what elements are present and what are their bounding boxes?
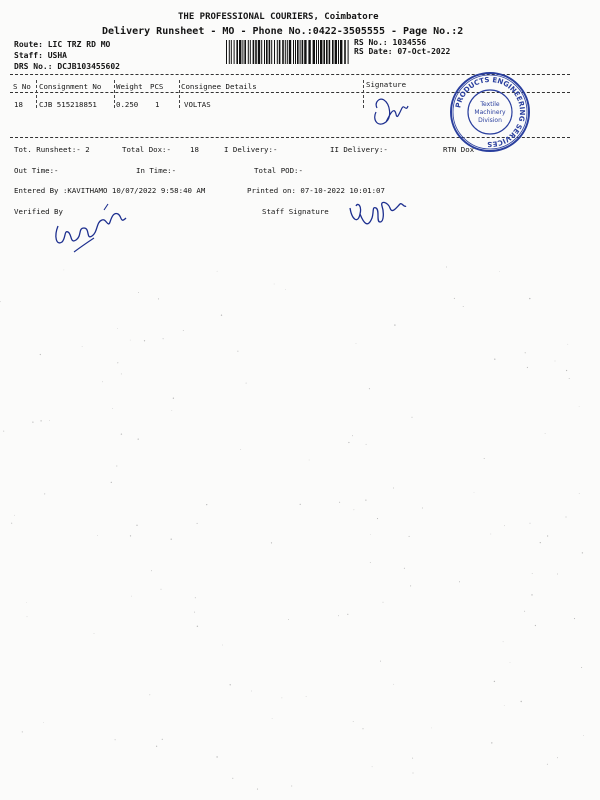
scan-speck: [504, 525, 505, 526]
scan-speck: [394, 324, 395, 325]
scan-speck: [484, 458, 485, 459]
barcode-bar: [266, 40, 268, 64]
scan-speck: [338, 615, 339, 616]
col-header-pcs: PCS: [150, 82, 164, 91]
rs-number: RS No.: 1034556: [354, 38, 427, 47]
scan-speck: [32, 422, 33, 423]
staff-signature-label: Staff Signature: [262, 207, 329, 216]
row-consignee: VOLTAS: [184, 100, 211, 109]
scan-speck: [503, 641, 504, 642]
scan-speck: [410, 585, 411, 586]
scan-speck: [567, 344, 568, 345]
company-title: THE PROFESSIONAL COURIERS, Coimbatore: [178, 12, 379, 22]
scan-speck: [111, 482, 112, 483]
scan-speck: [3, 431, 4, 432]
stamp-inner-line2: Machinery: [474, 109, 506, 116]
scan-speck: [527, 367, 528, 368]
scan-speck: [557, 574, 558, 575]
barcode-bar: [236, 40, 238, 64]
row-consignment: CJB 515218851: [39, 100, 97, 109]
company-stamp: [448, 70, 532, 154]
total-dox-label: Total Dox:-: [122, 145, 171, 154]
stamp-inner-line1: Textile: [480, 101, 500, 108]
col-header-consignee: Consignee Details: [181, 82, 257, 91]
scan-speck: [131, 596, 132, 597]
barcode-bar: [277, 40, 278, 64]
barcode-bar: [255, 40, 257, 64]
scan-speck: [454, 298, 455, 299]
scan-speck: [240, 449, 241, 450]
scan-speck: [383, 602, 384, 603]
barcode-bar: [258, 40, 260, 64]
barcode-bar: [274, 40, 275, 64]
scan-speck: [195, 597, 196, 598]
scan-speck: [583, 735, 584, 736]
scan-speck: [524, 611, 525, 612]
scan-speck: [380, 661, 381, 662]
scan-speck: [171, 410, 172, 411]
scan-speck: [540, 542, 541, 543]
scan-speck: [130, 535, 131, 536]
scan-speck: [532, 573, 533, 574]
scan-speck: [474, 492, 475, 493]
col-header-sno: S No: [13, 82, 31, 91]
scan-speck: [581, 667, 582, 668]
barcode-bar: [279, 40, 281, 64]
scan-speck: [82, 346, 83, 347]
scan-speck: [271, 542, 272, 543]
scan-speck: [64, 270, 65, 271]
scan-speck: [565, 516, 566, 517]
scan-speck: [566, 370, 567, 371]
scan-speck: [138, 292, 139, 293]
barcode-bar: [261, 40, 262, 64]
scan-speck: [194, 612, 195, 613]
scan-speck: [274, 284, 275, 285]
scan-speck: [112, 408, 113, 409]
barcode-bar: [282, 40, 284, 64]
scan-speck: [40, 354, 41, 355]
scan-speck: [555, 361, 556, 362]
staff-signature: [344, 194, 414, 234]
scan-speck: [547, 764, 548, 765]
scan-speck: [156, 746, 157, 747]
second-delivery: II Delivery:-: [330, 145, 388, 154]
scan-speck: [348, 442, 349, 443]
scan-speck: [251, 691, 252, 692]
barcode-bar: [323, 40, 325, 64]
barcode-bar: [308, 40, 310, 64]
barcode-bar: [295, 40, 296, 64]
barcode-bar: [338, 40, 339, 64]
barcode-bar: [344, 40, 346, 64]
route-label: Route: LIC TRZ RD MO: [14, 40, 111, 49]
row-sno: 18: [14, 100, 23, 109]
out-time: Out Time:-: [14, 166, 59, 175]
scan-speck: [206, 504, 207, 505]
scan-speck: [232, 778, 233, 779]
scan-speck: [356, 343, 357, 344]
barcode-bar: [285, 40, 286, 64]
scan-speck: [282, 698, 283, 699]
scan-speck: [531, 594, 532, 595]
scan-speck: [413, 773, 414, 774]
scan-speck: [347, 614, 348, 615]
barcode-bar: [332, 40, 334, 64]
barcode-bar: [326, 40, 328, 64]
scan-speck: [369, 388, 370, 389]
barcode-bar: [304, 40, 306, 64]
scan-speck: [490, 534, 491, 535]
printed-on: Printed on: 07-10-2022 10:01:07: [247, 186, 385, 195]
barcode-bar: [329, 40, 331, 64]
scan-speck: [365, 500, 366, 501]
scan-speck: [216, 756, 217, 757]
barcode-bar: [244, 40, 246, 64]
barcode-bar: [226, 40, 227, 64]
scan-speck: [183, 330, 184, 331]
scan-speck: [353, 721, 354, 722]
scan-speck: [158, 298, 159, 299]
scan-speck: [574, 618, 575, 619]
scan-speck: [217, 271, 218, 272]
barcode-bar: [340, 40, 342, 64]
barcode-bar: [239, 40, 241, 64]
row-pcs: 1: [155, 100, 160, 109]
scan-speck: [463, 306, 464, 307]
barcode-bar: [335, 40, 337, 64]
scan-speck: [300, 504, 301, 505]
scan-speck: [149, 694, 150, 695]
scan-speck: [545, 433, 546, 434]
scan-speck: [547, 535, 548, 536]
scan-speck: [291, 785, 292, 786]
scan-speck: [138, 438, 139, 439]
scan-speck: [393, 488, 394, 489]
barcode-bar: [231, 40, 232, 64]
scan-speck: [246, 383, 247, 384]
scan-speck: [0, 301, 1, 302]
scan-speck: [222, 645, 223, 646]
barcode-bar: [293, 40, 294, 64]
drs-number: DRS No.: DCJB103455602: [14, 62, 120, 71]
total-dox-value: 18: [190, 145, 199, 154]
barcode-bar: [269, 40, 271, 64]
scan-speck: [366, 444, 367, 445]
scan-speck: [230, 684, 231, 685]
scan-speck: [94, 633, 95, 634]
total-pod: Total POD:-: [254, 166, 303, 175]
rs-date: RS Date: 07-Oct-2022: [354, 47, 451, 56]
scan-speck: [27, 616, 28, 617]
scan-speck: [136, 525, 137, 526]
scan-speck: [494, 359, 495, 360]
barcode-bar: [302, 40, 304, 64]
barcode-bar: [348, 40, 349, 64]
col-divider: [114, 80, 115, 108]
scan-speck: [173, 398, 174, 399]
barcode-bar: [300, 40, 301, 64]
scan-speck: [237, 351, 238, 352]
barcode-bar: [297, 40, 299, 64]
scan-speck: [171, 539, 172, 540]
scan-speck: [377, 518, 378, 519]
scan-speck: [569, 378, 570, 379]
col-header-signature: Signature: [366, 80, 407, 89]
scan-speck: [144, 340, 145, 341]
scan-speck: [117, 362, 118, 363]
scan-speck: [409, 536, 410, 537]
scan-speck: [121, 433, 122, 434]
verifier-signature: [48, 198, 138, 258]
scan-speck: [494, 681, 495, 682]
scan-speck: [491, 742, 492, 743]
scan-speck: [44, 493, 45, 494]
verified-by-label: Verified By: [14, 207, 63, 216]
scan-speck: [11, 523, 12, 524]
scan-speck: [26, 602, 27, 603]
scan-speck: [339, 502, 340, 503]
barcode-bar: [289, 40, 291, 64]
scan-speck: [370, 534, 371, 535]
scan-speck: [116, 465, 117, 466]
scan-speck: [306, 696, 307, 697]
scan-speck: [521, 701, 522, 702]
col-divider: [363, 80, 364, 108]
barcode-bar: [316, 40, 317, 64]
scan-speck: [557, 757, 558, 758]
barcode-bar: [313, 40, 315, 64]
scan-speck: [411, 417, 412, 418]
stamp-inner-line3: Division: [478, 117, 502, 124]
scan-speck: [504, 705, 505, 706]
barcode-bar: [229, 40, 230, 64]
in-time: In Time:-: [136, 166, 177, 175]
scan-speck: [22, 731, 23, 732]
scan-speck: [529, 298, 530, 299]
scan-speck: [530, 523, 531, 524]
scan-speck: [272, 718, 273, 719]
scan-speck: [422, 508, 423, 509]
scan-speck: [121, 373, 122, 374]
scan-speck: [288, 619, 289, 620]
barcode-bar: [234, 40, 235, 64]
scan-speck: [40, 420, 41, 421]
barcode-bar: [271, 40, 272, 64]
barcode-bar: [264, 40, 265, 64]
barcode-bar: [250, 40, 251, 64]
barcode-bar: [287, 40, 288, 64]
scan-speck: [579, 406, 580, 407]
scan-speck: [352, 435, 353, 436]
scan-speck: [582, 552, 583, 553]
scan-speck: [221, 315, 222, 316]
scan-speck: [525, 352, 526, 353]
stamp-outer-text: PRODUCTS ENGINEERING SERVICES: [454, 75, 527, 149]
col-divider: [36, 80, 37, 108]
consignee-signature: [368, 92, 418, 132]
scan-speck: [309, 460, 310, 461]
scan-speck: [97, 535, 98, 536]
scan-speck: [115, 739, 116, 740]
scan-speck: [579, 493, 580, 494]
scan-speck: [285, 289, 286, 290]
scan-speck: [49, 420, 50, 421]
barcode: [226, 40, 349, 64]
scan-speck: [43, 722, 44, 723]
scan-speck: [130, 340, 131, 341]
scan-speck: [102, 381, 103, 382]
scan-speck: [14, 515, 15, 516]
first-delivery: I Delivery:-: [224, 145, 278, 154]
scan-speck: [431, 728, 432, 729]
barcode-bar: [242, 40, 243, 64]
rtn-dox: RTN Dox: [443, 145, 475, 154]
scan-speck: [151, 570, 152, 571]
barcode-bar: [320, 40, 322, 64]
scan-speck: [510, 662, 511, 663]
scan-speck: [372, 766, 373, 767]
scan-speck: [412, 758, 413, 759]
scan-speck: [163, 338, 164, 339]
runsheet-subtitle: Delivery Runsheet - MO - Phone No.:0422-3505555 - Page No.:2: [102, 26, 464, 37]
scan-speck: [353, 509, 354, 510]
barcode-bar: [248, 40, 249, 64]
scan-speck: [370, 562, 371, 563]
scan-speck: [535, 625, 536, 626]
scan-speck: [459, 581, 460, 582]
scan-speck: [404, 568, 405, 569]
staff-label: Staff: USHA: [14, 51, 67, 60]
barcode-bar: [253, 40, 255, 64]
scan-speck: [161, 589, 162, 590]
col-divider: [179, 80, 180, 108]
col-header-weight: Weight: [116, 82, 143, 91]
scan-speck: [162, 739, 163, 740]
entered-by: Entered By :KAVITHAMO 10/07/2022 9:58:40 AM: [14, 186, 206, 195]
scan-speck: [257, 789, 258, 790]
scan-speck: [393, 684, 394, 685]
scan-speck: [197, 523, 198, 524]
scan-speck: [446, 267, 447, 268]
row-weight: 0.250: [116, 100, 139, 109]
tot-runsheet: Tot. Runsheet:- 2: [14, 145, 90, 154]
scan-speck: [362, 728, 363, 729]
barcode-bar: [318, 40, 319, 64]
scan-speck: [499, 271, 500, 272]
col-header-consignment: Consignment No: [39, 82, 102, 91]
scan-speck: [197, 626, 198, 627]
scan-speck: [117, 328, 118, 329]
